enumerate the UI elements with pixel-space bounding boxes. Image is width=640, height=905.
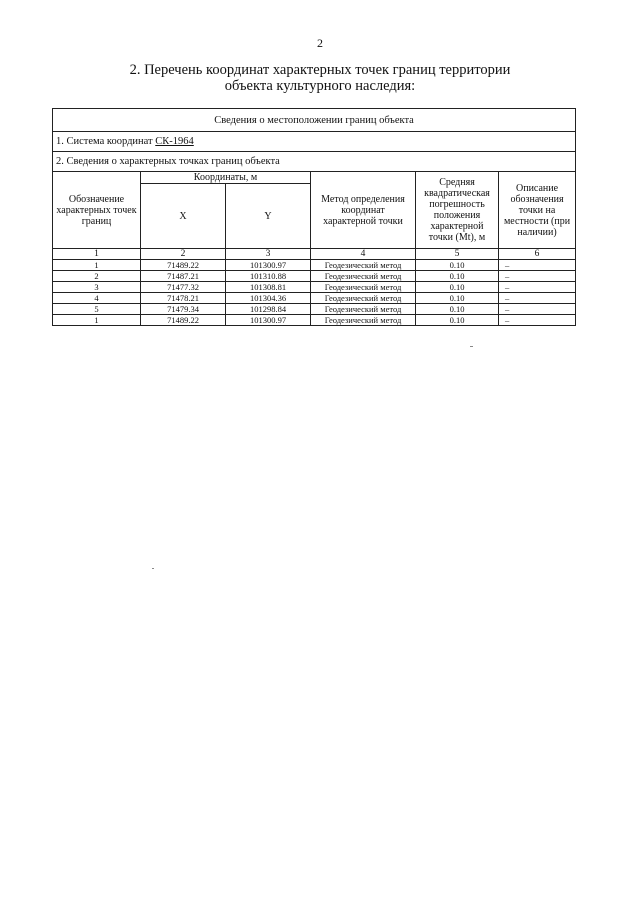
error-cell: 0.10 — [416, 293, 499, 304]
table-row — [53, 271, 576, 282]
table-title: Сведения о местоположении границ объекта — [53, 109, 576, 132]
description-cell: – — [499, 293, 576, 304]
coordinate-system-row — [53, 132, 576, 152]
scan-speck — [152, 568, 154, 569]
method-cell: Геодезический метод — [311, 293, 416, 304]
table-row — [53, 315, 576, 326]
coordinate-system-label: 1. Система координат — [56, 136, 156, 147]
method-cell: Геодезический метод — [311, 271, 416, 282]
table-row — [53, 304, 576, 315]
x-cell: 71478.21 — [141, 293, 226, 304]
x-cell: 71479.34 — [141, 304, 226, 315]
column-number: 2 — [141, 249, 226, 260]
description-cell: – — [499, 282, 576, 293]
point-cell: 1 — [53, 315, 141, 326]
description-cell: – — [499, 315, 576, 326]
page-number: 2 — [317, 36, 323, 50]
table-row — [53, 282, 576, 293]
error-cell: 0.10 — [416, 315, 499, 326]
y-cell: 101298.84 — [226, 304, 311, 315]
point-cell: 3 — [53, 282, 141, 293]
column-number: 3 — [226, 249, 311, 260]
x-cell: 71489.22 — [141, 315, 226, 326]
y-cell: 101300.97 — [226, 315, 311, 326]
point-cell: 4 — [53, 293, 141, 304]
header-x: X — [141, 184, 226, 249]
scan-speck — [470, 346, 473, 347]
method-cell: Геодезический метод — [311, 304, 416, 315]
method-cell: Геодезический метод — [311, 260, 416, 271]
y-cell: 101308.81 — [226, 282, 311, 293]
point-cell: 5 — [53, 304, 141, 315]
y-cell: 101310.88 — [226, 271, 311, 282]
description-cell: – — [499, 304, 576, 315]
heading-line-2: объекта культурного наследия: — [224, 78, 416, 94]
header-coordinates: Координаты, м — [141, 172, 311, 184]
header-error: Средняя квадратическая погрешность положения характерной точки (Mt), м — [416, 172, 499, 249]
x-cell: 71489.22 — [141, 260, 226, 271]
coordinate-system-value: СК-1964 — [155, 136, 194, 147]
description-cell: – — [499, 271, 576, 282]
column-number: 6 — [499, 249, 576, 260]
table-row — [53, 260, 576, 271]
header-description: Описание обозначения точки на местности (при наличии) — [499, 172, 576, 249]
column-number: 4 — [311, 249, 416, 260]
column-number: 1 — [53, 249, 141, 260]
y-cell: 101304.36 — [226, 293, 311, 304]
document-heading — [100, 62, 540, 94]
column-number-row — [53, 249, 576, 260]
point-cell: 1 — [53, 260, 141, 271]
header-designation: Обозначение характерных точек границ — [53, 172, 141, 249]
error-cell: 0.10 — [416, 260, 499, 271]
x-cell: 71477.32 — [141, 282, 226, 293]
column-number: 5 — [416, 249, 499, 260]
method-cell: Геодезический метод — [311, 315, 416, 326]
point-cell: 2 — [53, 271, 141, 282]
error-cell: 0.10 — [416, 304, 499, 315]
error-cell: 0.10 — [416, 282, 499, 293]
x-cell: 71487.21 — [141, 271, 226, 282]
points-section-title: 2. Сведения о характерных точках границ объекта — [53, 152, 576, 172]
header-method: Метод определения координат характерной точки — [311, 172, 416, 249]
table-row — [53, 293, 576, 304]
description-cell: – — [499, 260, 576, 271]
header-y: Y — [226, 184, 311, 249]
heading-line-1: 2. Перечень координат характерных точек границ территории — [129, 62, 511, 78]
y-cell: 101300.97 — [226, 260, 311, 271]
boundary-coordinates-table — [52, 108, 576, 326]
method-cell: Геодезический метод — [311, 282, 416, 293]
error-cell: 0.10 — [416, 271, 499, 282]
